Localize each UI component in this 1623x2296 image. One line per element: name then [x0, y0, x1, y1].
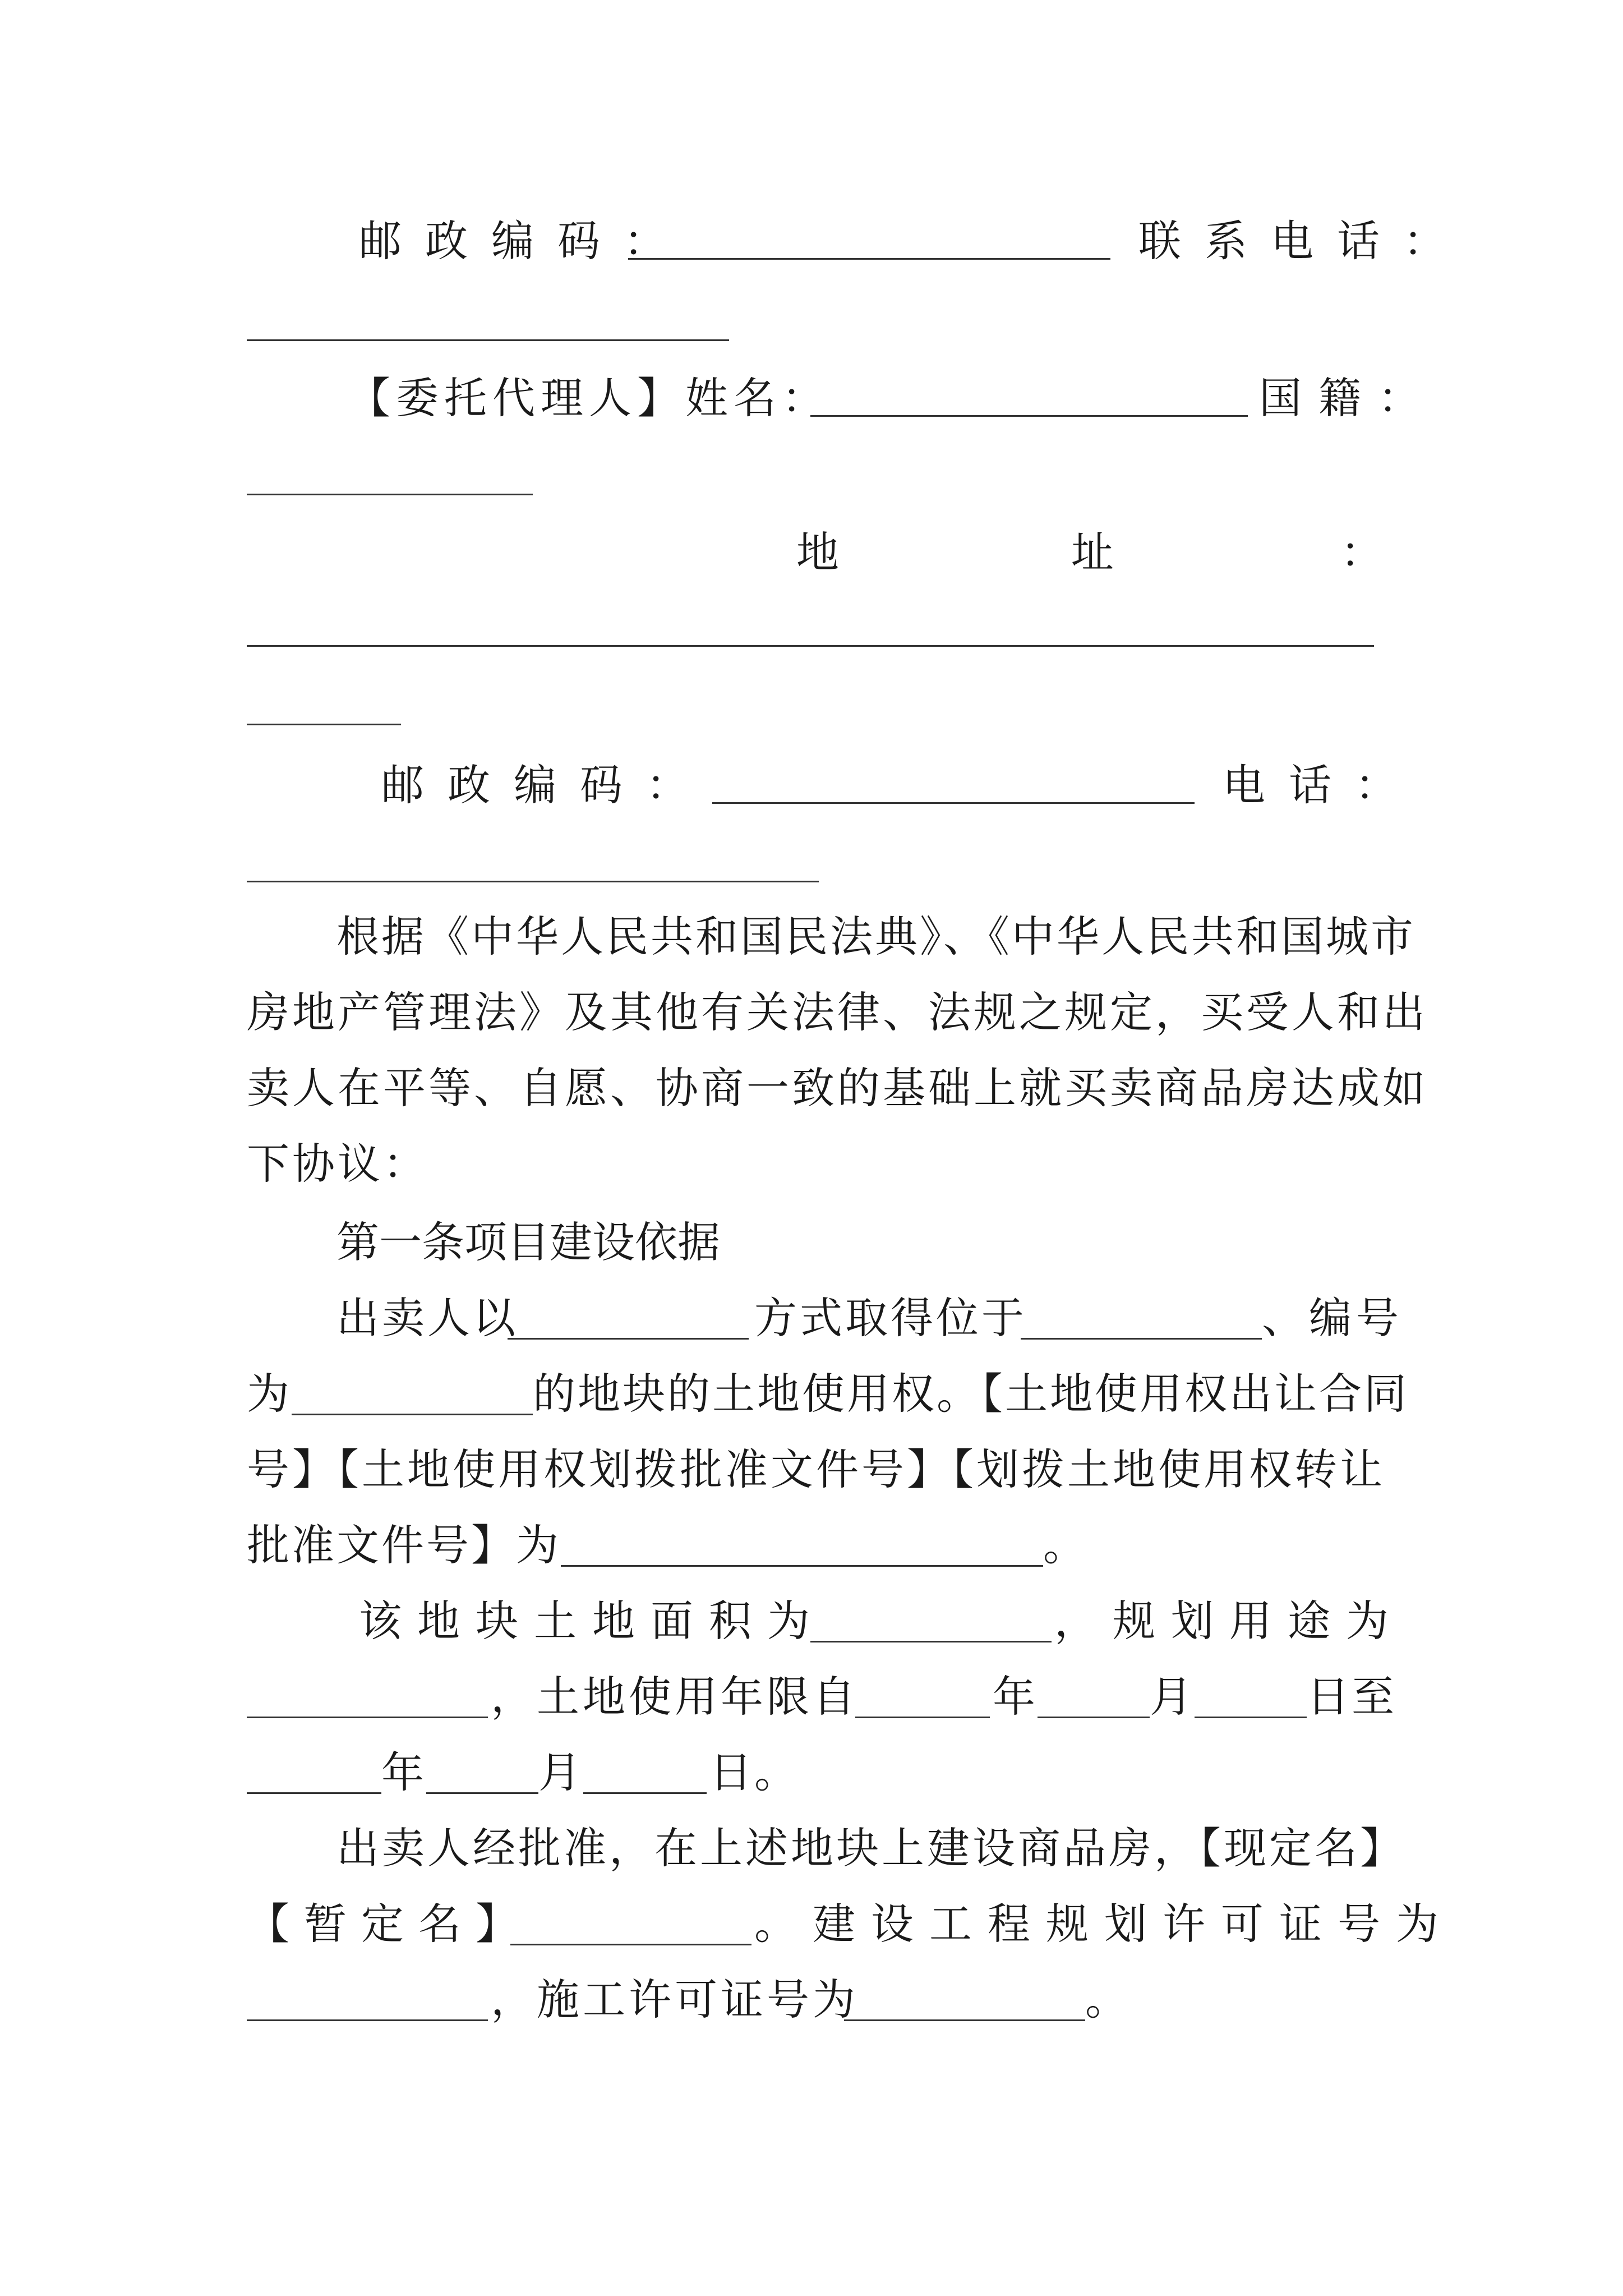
p2-year-2: 年 — [381, 1747, 424, 1797]
land-area-blank[interactable] — [810, 1641, 1052, 1642]
p1-text-b: 方式取得位于 — [754, 1293, 1027, 1343]
agent-name-blank[interactable] — [810, 415, 1248, 417]
address-colon: ： — [1340, 527, 1383, 577]
start-day-blank[interactable] — [1195, 1717, 1307, 1718]
p1-text-a: 出卖人以 — [336, 1293, 518, 1343]
agent-postal-code-blank[interactable] — [712, 802, 1195, 804]
postal-code-label: 邮政编码： — [359, 216, 690, 266]
start-month-blank[interactable] — [1038, 1717, 1150, 1718]
p2-month-2: 月 — [538, 1747, 581, 1797]
article1-heading: 第一条项目建设依据 — [336, 1217, 720, 1267]
p3-text-e: 。 — [1085, 1975, 1128, 2024]
p3-text-a: 出卖人经批准，在上述地块上建设商品房，【现定名】 — [336, 1823, 1405, 1873]
construction-permit-blank[interactable] — [844, 2019, 1085, 2021]
land-parcel-number-blank[interactable] — [292, 1414, 533, 1415]
p3-text-c: 。建设工程规划许可证号为 — [754, 1899, 1454, 1949]
acquisition-method-blank[interactable] — [508, 1338, 749, 1340]
p1-text-c: 、编号 — [1262, 1293, 1403, 1343]
p2-text-c: ，土地使用年限自 — [491, 1672, 859, 1722]
p1-text-h: 。 — [1043, 1520, 1086, 1570]
agent-phone-blank[interactable] — [247, 881, 819, 882]
address-blank-line1[interactable] — [247, 645, 1374, 647]
postal-code-blank[interactable] — [628, 258, 1110, 260]
end-year-blank[interactable] — [247, 1792, 381, 1794]
end-day-blank[interactable] — [583, 1792, 707, 1794]
p2-month-1: 月 — [1150, 1672, 1192, 1722]
land-location-blank[interactable] — [1021, 1338, 1262, 1340]
preamble-line3: 卖人在平等、自愿、协商一致的基础上就买卖商品房达成如 — [247, 1063, 1428, 1113]
agent-postal-code-label: 邮政编码： — [381, 760, 712, 810]
agent-name-label: 【委托代理人】姓名： — [348, 373, 830, 423]
agent-phone-label: 电话： — [1223, 760, 1421, 810]
contact-phone-blank[interactable] — [247, 339, 729, 341]
start-year-blank[interactable] — [855, 1717, 990, 1718]
preamble-line4: 下协议： — [247, 1139, 428, 1189]
land-document-number-blank[interactable] — [561, 1565, 1043, 1567]
project-name-blank[interactable] — [510, 1944, 751, 1945]
p2-text-a: 该地块土地面积为 — [359, 1596, 826, 1646]
end-month-blank[interactable] — [426, 1792, 538, 1794]
p2-day-to: 日至 — [1307, 1672, 1396, 1722]
p1-text-f: 号】【土地使用权划拨批准文件号】【划拨土地使用权转让 — [247, 1444, 1385, 1494]
preamble-line2: 房地产管理法》及其他有关法律、法规之规定，买受人和出 — [247, 987, 1428, 1037]
nationality-label: 国籍： — [1259, 373, 1437, 423]
p1-text-g: 批准文件号】为 — [247, 1520, 561, 1570]
p2-day-end: 日。 — [709, 1747, 799, 1797]
p2-year-1: 年 — [993, 1672, 1035, 1722]
nationality-blank[interactable] — [247, 494, 533, 495]
address-label-char1: 地 — [796, 527, 839, 577]
preamble-line1: 根据《中华人民共和国民法典》、《中华人民共和国城市 — [336, 912, 1415, 961]
planned-use-blank[interactable] — [247, 1717, 488, 1718]
p1-text-d: 为 — [247, 1369, 289, 1419]
address-blank-line2[interactable] — [247, 724, 401, 725]
p2-text-b: ，规划用途为 — [1054, 1596, 1404, 1646]
address-label-char2: 址 — [1071, 527, 1114, 577]
p1-text-e: 的地块的土地使用权。【土地使用权出让合同 — [533, 1369, 1409, 1419]
p3-text-d: ，施工许可证号为 — [491, 1975, 859, 2024]
p3-text-b: 【暂定名】 — [247, 1899, 533, 1949]
planning-permit-blank[interactable] — [247, 2019, 488, 2021]
contact-phone-label: 联系电话： — [1138, 216, 1469, 266]
